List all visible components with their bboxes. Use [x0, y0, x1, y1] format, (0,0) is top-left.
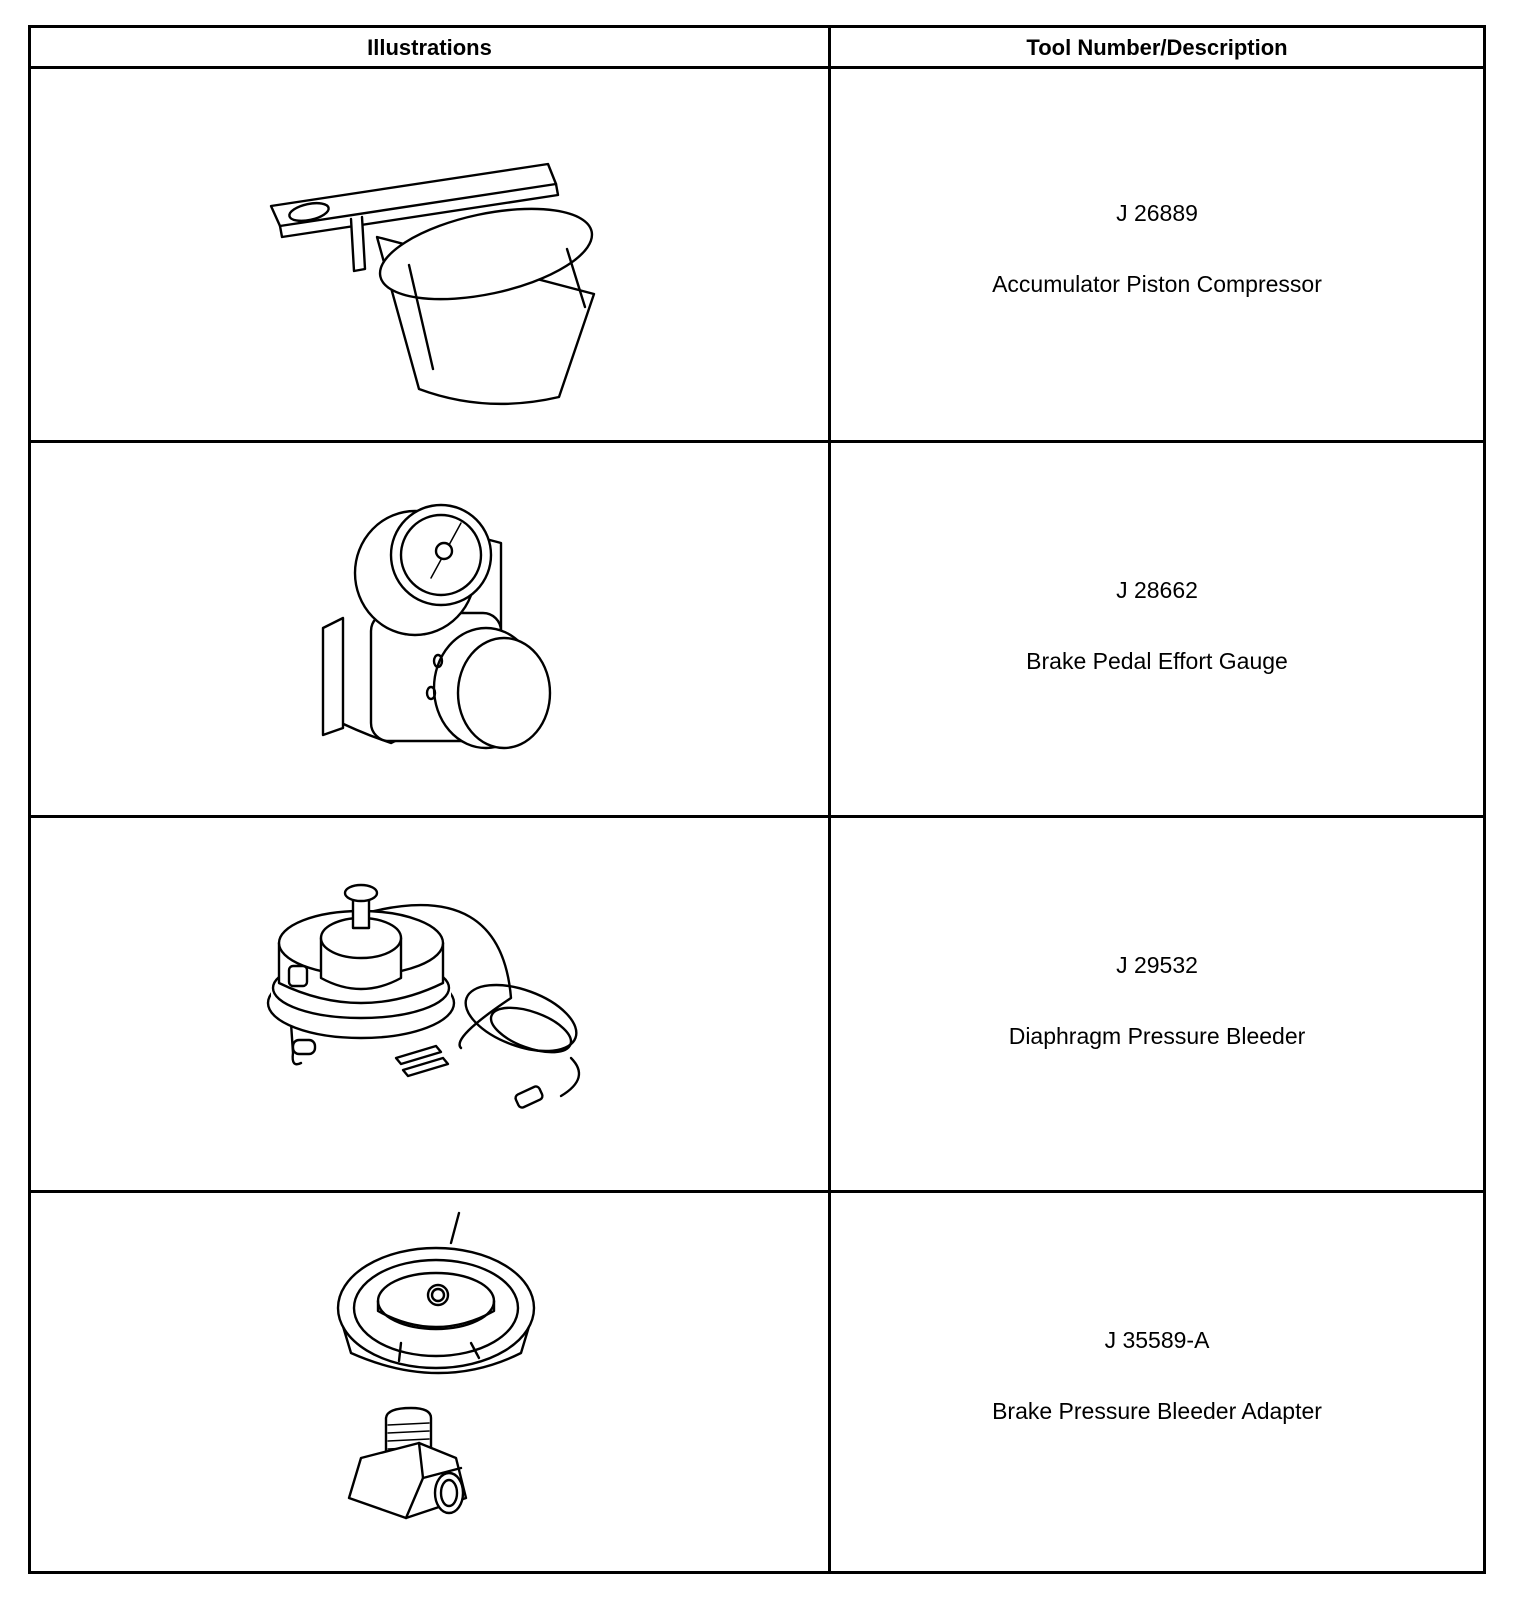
pressure-bleeder-icon [31, 818, 828, 1190]
illustration-cell [31, 443, 828, 815]
illustration-cell [31, 1193, 828, 1571]
tool-number: J 29532 [1116, 952, 1198, 978]
piston-compressor-icon [31, 69, 828, 440]
description-cell [831, 952, 1483, 1050]
tool-description: Brake Pedal Effort Gauge [1026, 648, 1288, 674]
header-tool-description: Tool Number/Description [1026, 35, 1288, 60]
tool-description: Brake Pressure Bleeder Adapter [992, 1398, 1322, 1424]
bleeder-adapter-icon [31, 1193, 828, 1571]
description-cell [831, 1327, 1483, 1425]
description-cell [831, 577, 1483, 675]
tool-description: Diaphragm Pressure Bleeder [1008, 1023, 1306, 1049]
tool-number: J 26889 [1116, 200, 1198, 226]
illustration-cell [31, 69, 828, 440]
tool-number: J 28662 [1116, 577, 1198, 603]
description-cell [831, 200, 1483, 298]
pedal-effort-gauge-icon [31, 443, 828, 815]
tool-description: Accumulator Piston Compressor [992, 271, 1322, 297]
illustration-cell [31, 818, 828, 1190]
header-illustrations: Illustrations [367, 35, 492, 60]
tool-number: J 35589-A [1104, 1327, 1210, 1353]
